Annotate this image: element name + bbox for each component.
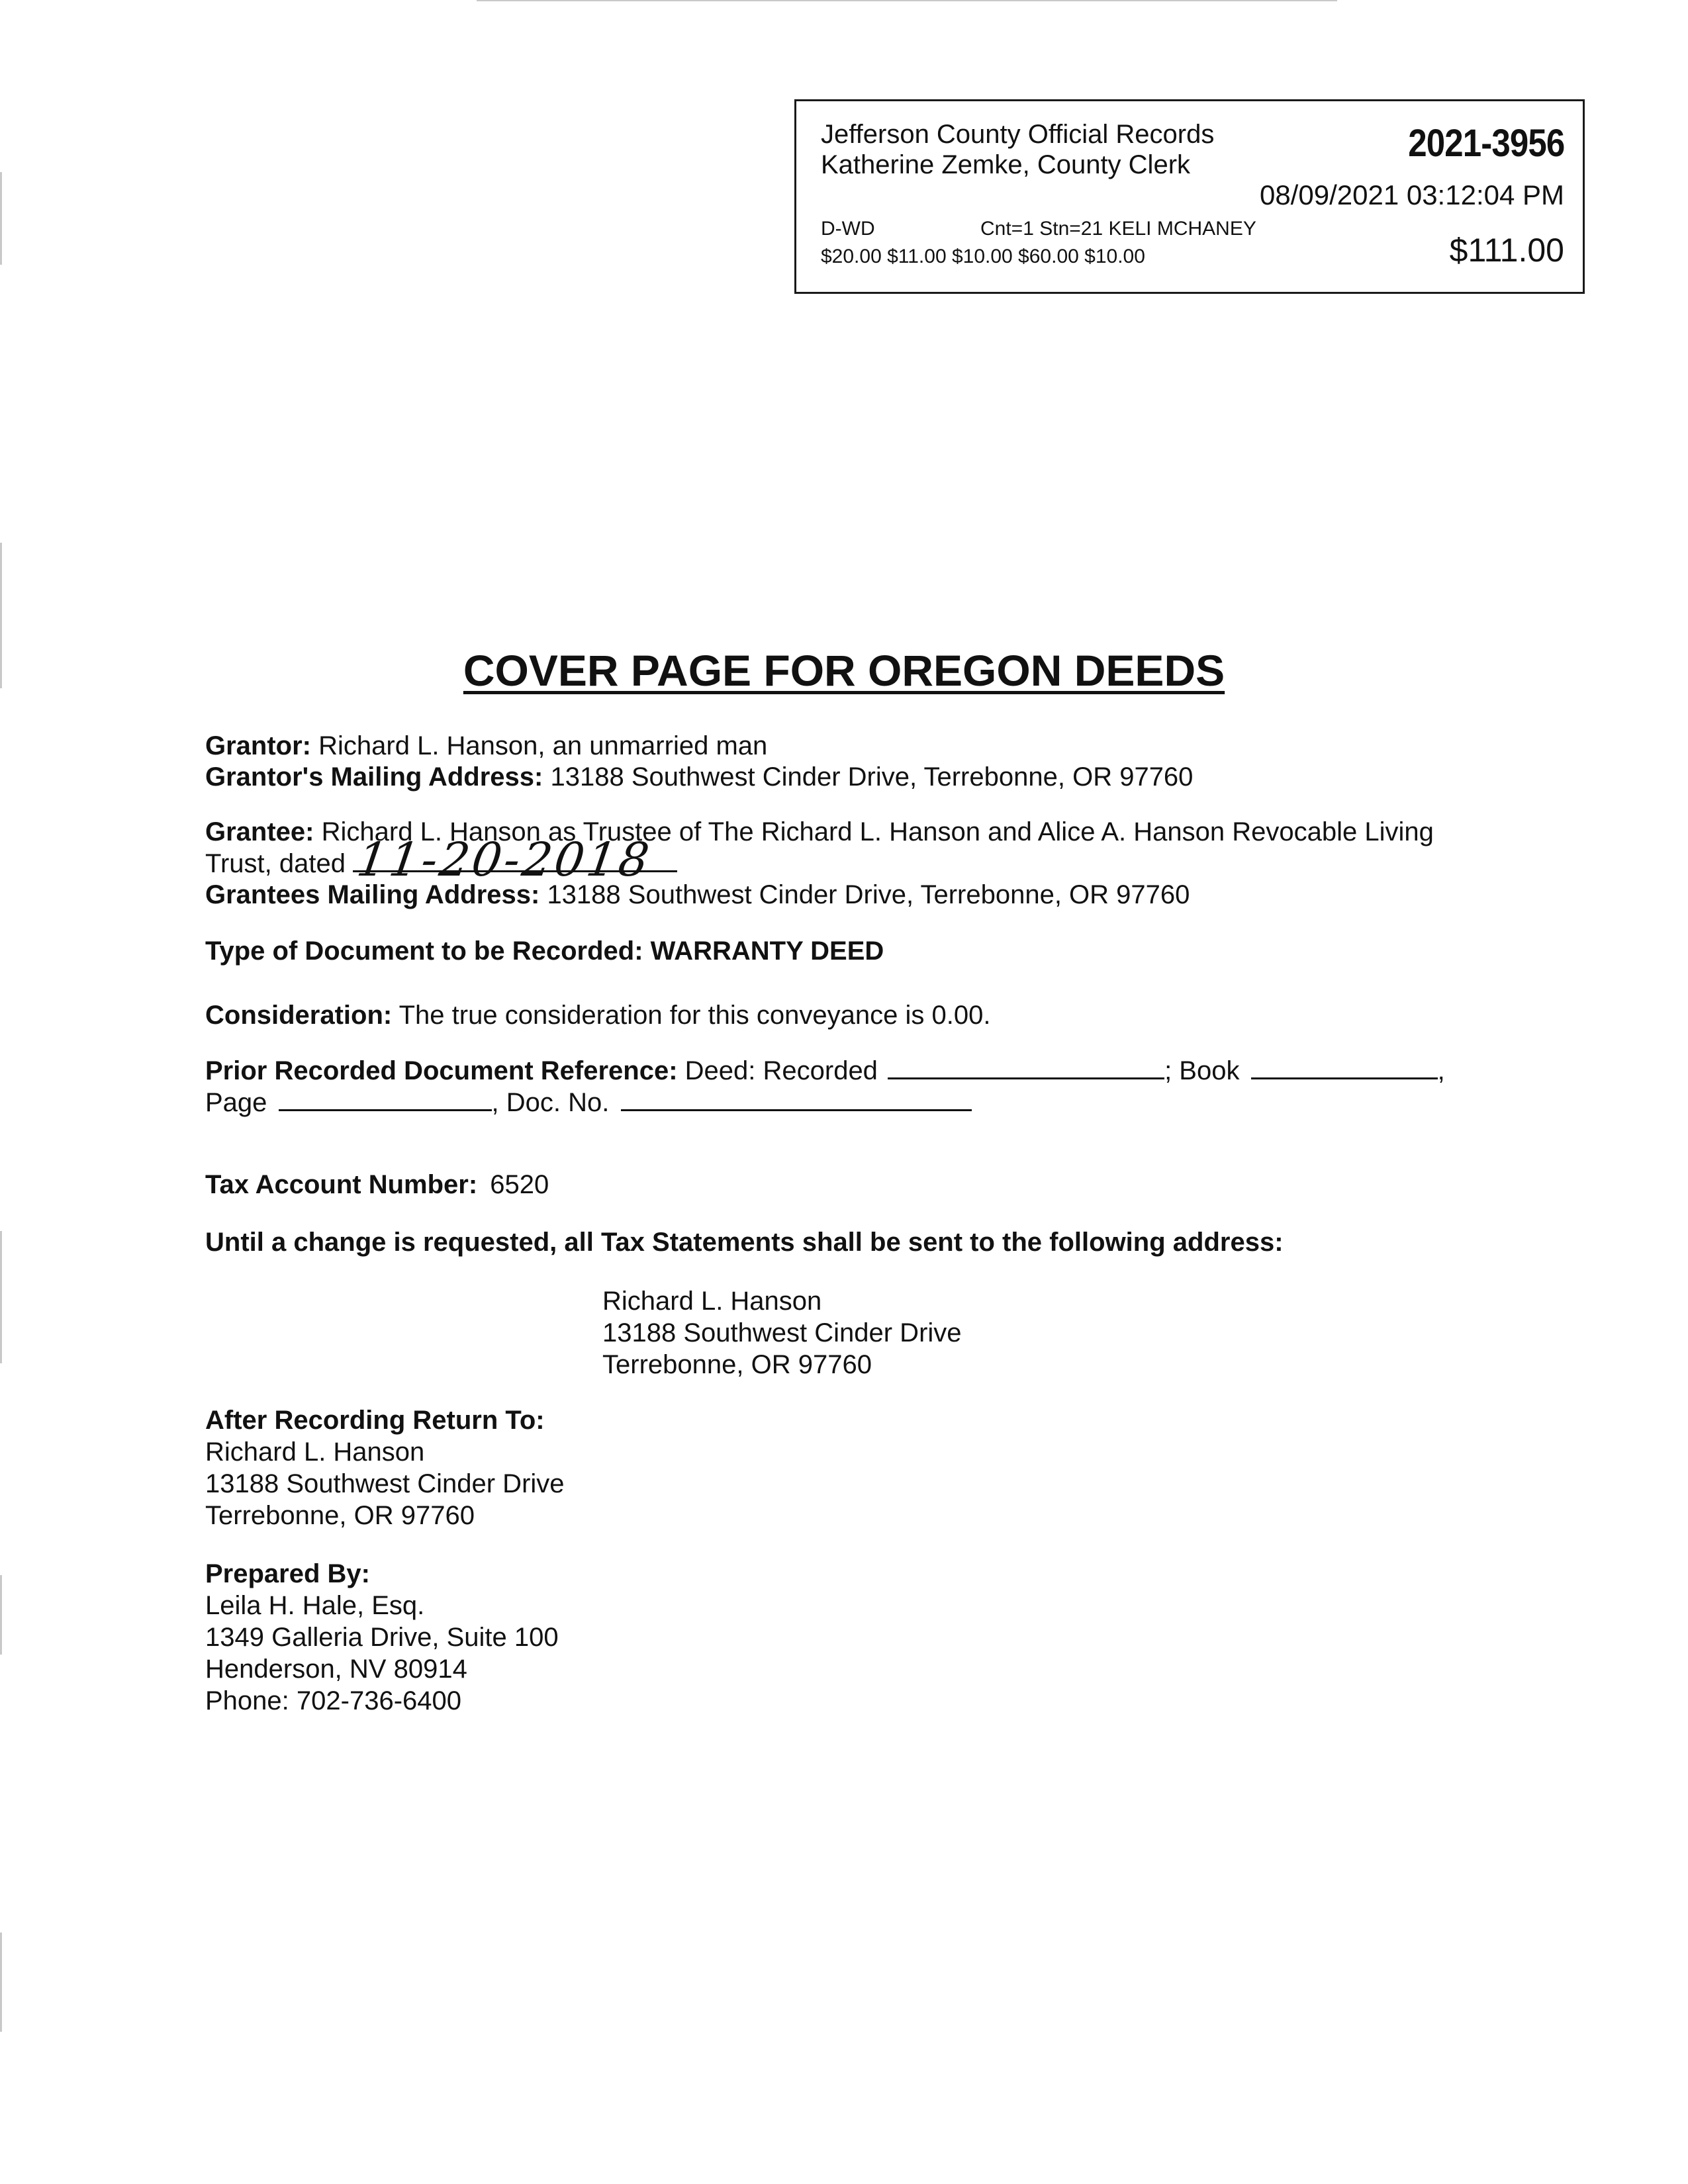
prepared-by-line-4: Phone: 702-736-6400 <box>205 1686 461 1715</box>
prepared-by-label: Prepared By: <box>205 1559 370 1588</box>
page-blank <box>279 1088 492 1111</box>
stamp-datetime: 08/09/2021 03:12:04 PM <box>1259 179 1564 210</box>
grantee-address-value: 13188 Southwest Cinder Drive, Terrebonne, OR 97760 <box>547 880 1190 909</box>
tax-statements-label: Until a change is requested, all Tax Statements shall be sent to the following address: <box>205 1228 1284 1257</box>
prepared-by-line-2: 1349 Galleria Drive, Suite 100 <box>205 1623 559 1652</box>
stamp-document-number: 2021-3956 <box>1407 122 1564 165</box>
handwritten-trust-date: 11-20-2018 <box>353 833 655 887</box>
grantor-label: Grantor: <box>205 731 311 760</box>
stamp-clerk: Katherine Zemke, County Clerk <box>821 150 1191 179</box>
prepared-by-line-1: Leila H. Hale, Esq. <box>205 1591 425 1620</box>
book-blank <box>1251 1056 1438 1079</box>
stamp-fees: $20.00 $11.00 $10.00 $60.00 $10.00 <box>821 246 1145 267</box>
consideration-label: Consideration: <box>205 1001 393 1030</box>
tax-account-line <box>205 1170 549 1200</box>
prior-reference-label: Prior Recorded Document Reference: <box>205 1056 678 1085</box>
page-title: COVER PAGE FOR OREGON DEEDS <box>463 646 1225 695</box>
grantor-address-line <box>205 762 1193 792</box>
grantor-value: Richard L. Hanson, an unmarried man <box>318 731 768 760</box>
doc-no-blank <box>621 1088 972 1111</box>
scan-left-marks <box>0 172 2 265</box>
tax-account-label: Tax Account Number: <box>205 1170 478 1199</box>
prior-reference-line <box>205 1056 1445 1086</box>
grantee-value-line1: Richard L. Hanson as Trustee of The Richard L. Hanson and Alice A. Hanson Revocable Living <box>321 817 1434 846</box>
document-type-label: Type of Document to be Recorded: <box>205 936 643 966</box>
scan-top-line <box>477 0 1337 1</box>
prior-book-text: ; Book <box>1164 1056 1240 1085</box>
scan-left-marks <box>0 1231 2 1363</box>
consideration-value: The true consideration for this conveyance is 0.00. <box>399 1001 991 1030</box>
grantor-address-label: Grantor's Mailing Address: <box>205 762 543 792</box>
stamp-county: Jefferson County Official Records <box>821 120 1215 149</box>
prior-doc-no-text: , Doc. No. <box>491 1088 610 1117</box>
consideration-line <box>205 1001 990 1030</box>
grantee-label: Grantee: <box>205 817 314 846</box>
grantor-line <box>205 731 767 761</box>
scan-left-marks <box>0 1575 2 1655</box>
prior-reference-page-line <box>205 1088 972 1118</box>
stamp-doc-type: D-WD <box>821 218 875 240</box>
stamp-fee-total: $111.00 <box>1449 232 1564 269</box>
prior-deed-text: Deed: Recorded <box>684 1056 878 1085</box>
recorded-date-blank <box>888 1056 1164 1079</box>
grantor-address-value: 13188 Southwest Cinder Drive, Terrebonne, OR 97760 <box>550 762 1194 792</box>
document-type-line <box>205 936 884 966</box>
return-to-line-2: 13188 Southwest Cinder Drive <box>205 1469 565 1498</box>
stamp-counts: Cnt=1 Stn=21 KELI MCHANEY <box>980 218 1256 240</box>
prior-page-text: Page <box>205 1088 267 1117</box>
return-to-line-3: Terrebonne, OR 97760 <box>205 1501 475 1530</box>
tax-address-line-3: Terrebonne, OR 97760 <box>602 1350 872 1379</box>
tax-address-line-2: 13188 Southwest Cinder Drive <box>602 1318 962 1347</box>
return-to-label: After Recording Return To: <box>205 1406 545 1435</box>
prior-book-comma: , <box>1437 1056 1445 1085</box>
prepared-by-line-3: Henderson, NV 80914 <box>205 1655 467 1684</box>
tax-address-line-1: Richard L. Hanson <box>602 1287 822 1316</box>
recording-stamp <box>794 99 1585 294</box>
grantee-value-line2: Trust, dated <box>205 849 346 878</box>
grantee-address-line <box>205 880 1190 910</box>
return-to-line-1: Richard L. Hanson <box>205 1437 425 1467</box>
grantee-address-label: Grantees Mailing Address: <box>205 880 540 909</box>
tax-account-value: 6520 <box>490 1170 549 1199</box>
document-type-value: WARRANTY DEED <box>650 936 884 966</box>
scan-left-marks <box>0 1933 2 2032</box>
